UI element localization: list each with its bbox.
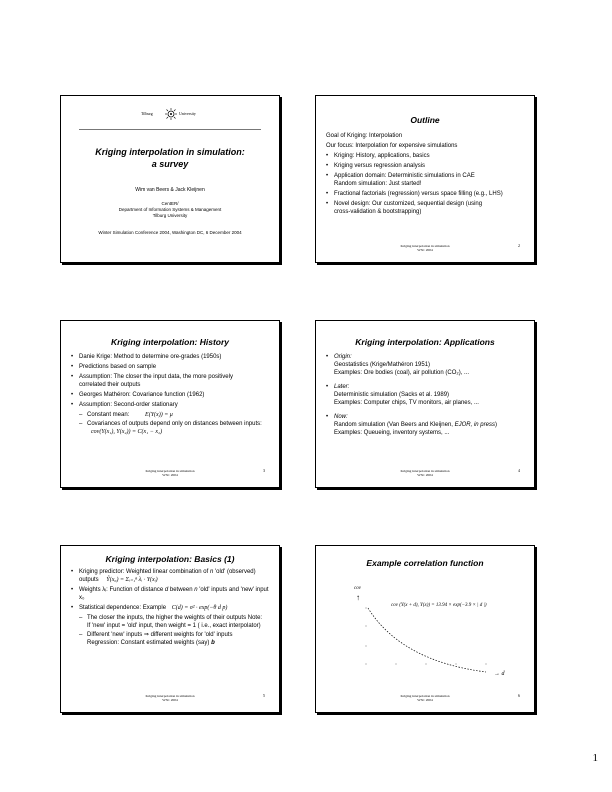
slide-5-title: Kriging interpolation: Basics (1): [105, 554, 235, 564]
history-subitem: [71, 411, 271, 419]
slide-number: 4: [518, 468, 520, 473]
basics-var: n: [209, 569, 214, 575]
slide-6: [315, 545, 535, 713]
constant-mean-formula: E(Y(x)) = μ: [145, 412, 173, 418]
application-line: Deterministic simulation (Sacks et al. 1989): [334, 392, 450, 398]
exponential-decay-line: [368, 608, 486, 672]
slide-4-title: Kriging interpolation: Applications: [355, 337, 495, 347]
basics-subitem: – The closer the inputs, the higher the weights of their outputs Note: If 'new' input = 'old' input, then weight = 1 ( i.e., exact interpolator): [71, 614, 271, 630]
footer-line-1: Kriging interpolation in simulation: [145, 694, 195, 698]
page-number: 1: [592, 752, 598, 764]
application-label: • Origin:: [334, 354, 352, 360]
basics-list: [71, 568, 271, 647]
outline-item: • Fractional factorials (regression) versus space filling (e.g., LHS): [326, 190, 526, 198]
slide-1: [60, 95, 280, 263]
outline-item: • Kriging versus regression analysis: [326, 162, 526, 170]
application-item: [326, 383, 526, 407]
history-subitem: [71, 420, 271, 436]
logo-left-text: Tilburg: [141, 111, 153, 116]
footer-line-2: WSC 2004: [162, 473, 178, 477]
slide-3-title: Kriging interpolation: History: [110, 337, 230, 347]
slide-number: 6: [518, 693, 520, 698]
citation-journal: EJOR, in press: [454, 422, 495, 428]
slide-5: [60, 545, 280, 713]
basics-var: d: [164, 587, 169, 593]
outline-goal: Goal of Kriging: Interpolation: [326, 133, 403, 139]
affiliation-line-3: Tilburg University: [152, 213, 188, 218]
slide-3-body: [71, 353, 271, 437]
footer-line-2: WSC 2004: [417, 698, 433, 702]
kriging-predictor-formula: Ŷ(x₀) = Σᵢ₌₁ⁿ λᵢ · Y(xᵢ): [106, 577, 158, 583]
basics-text: Weights λᵢ: Function of distance: [79, 587, 165, 593]
logo-right-text: University: [179, 111, 196, 116]
x-axis-label: → d: [494, 671, 505, 677]
up-arrow-icon: ↑: [356, 593, 360, 602]
history-item: • Predictions based on sample: [71, 363, 271, 371]
basics-subitem: [71, 631, 271, 647]
slide-5-body: [71, 568, 271, 648]
applications-list: [326, 353, 526, 437]
affiliation-line-1: CentER/: [161, 201, 179, 206]
slide-4: [315, 320, 535, 488]
outline-list: [326, 152, 526, 216]
conference: Winter Simulation Conference 2004, Washington DC, 6 December 2004: [98, 230, 242, 235]
slide-2-footer: [316, 244, 534, 252]
application-label: • Later:: [334, 384, 350, 390]
application-label: • Now:: [334, 414, 348, 420]
covariance-example-formula: C(d) = σ² · exp(−θ d p): [171, 605, 228, 611]
footer-line-2: WSC 2004: [162, 698, 178, 702]
basics-text: 'old' (observed) outputs: [79, 569, 256, 583]
footer-line-1: Kriging interpolation in simulation: [400, 244, 450, 248]
footer-line-1: Kriging interpolation in simulation: [400, 469, 450, 473]
outline-item: • Kriging: History, applications, basics: [326, 152, 526, 160]
history-item: • Assumption: The closer the input data, the more positively correlated their outputs: [71, 373, 271, 389]
basics-item: [71, 586, 271, 602]
citation-close: ): [494, 422, 497, 428]
application-line: [334, 421, 526, 429]
application-line: Examples: Ore bodies (coal), air pollution (CO₂), ...: [334, 370, 470, 376]
slide-1-title: [61, 146, 279, 170]
basics-subitem-var: b: [211, 640, 215, 646]
covariance-formula: cov(Y(x₁), Y(x₂)) = C(x₁ − x₂): [91, 429, 163, 435]
application-line: Examples: Queueing, inventory systems, ...: [334, 430, 450, 436]
slide-1-title-line-1: Kriging interpolation in simulation:: [95, 147, 245, 157]
slide-2: [315, 95, 535, 263]
application-line: Geostatistics (Krige/Mathéron 1951): [334, 362, 431, 368]
outline-item: • Application domain: Deterministic simulations in CAE Random simulation: Just started!: [326, 172, 526, 188]
slide-5-footer: [61, 694, 279, 702]
application-item: [326, 353, 526, 377]
basics-item: [71, 604, 271, 612]
y-axis-label: cov: [354, 586, 361, 591]
outline-item: • Novel design: Our customized, sequential design (using cross-validation & bootstrapping): [326, 200, 526, 216]
slide-number: 2: [518, 243, 520, 248]
tilburg-logo: [141, 108, 201, 120]
history-item: • Georges Mathéron: Covariance function (1962): [71, 391, 271, 399]
slide-4-footer: [316, 469, 534, 477]
slide-6-title: Example correlation function: [366, 558, 484, 568]
basics-item: [71, 568, 271, 584]
history-item: • Danie Krige: Method to determine ore-grades (1950s): [71, 353, 271, 361]
history-item: • Assumption: Second-order stationary: [71, 401, 271, 409]
affiliation: [61, 201, 279, 219]
correlation-curve: [316, 546, 536, 714]
slide-number: 3: [263, 468, 265, 473]
slide-3-footer: [61, 469, 279, 477]
correlation-plot: [316, 546, 536, 714]
slide-3: [60, 320, 280, 488]
application-item: [326, 413, 526, 437]
affiliation-line-2: Department of Information Systems & Management: [118, 207, 222, 212]
basics-subitem-text: Different 'new' inputs ⇒ different weights for 'old' inputs Regression: Constant estimated weights (say): [87, 632, 233, 646]
footer-line-2: WSC 2004: [417, 248, 433, 252]
footer-line-1: Kriging interpolation in simulation: [400, 694, 450, 698]
title-rule: [79, 129, 261, 130]
basics-text: between: [168, 587, 195, 593]
history-list: [71, 353, 271, 436]
history-subitem-text: Constant mean:: [87, 412, 130, 418]
logo-seal-icon: [165, 108, 177, 120]
application-line: Examples: Computer chips, TV monitors, air planes, ...: [334, 400, 479, 406]
citation-text: Random simulation (Van Beers and Kleijnen,: [334, 422, 455, 428]
basics-var: n: [194, 587, 198, 593]
basics-text: Statistical dependence: Example: [79, 605, 167, 611]
basics-text: Kriging predictor: Weighted linear combination of: [79, 569, 210, 575]
slide-2-body: [326, 132, 526, 218]
slide-2-title: Outline: [410, 115, 440, 125]
slide-6-footer: [316, 694, 534, 702]
history-subitem-text: Covariances of outputs depend only on distances between inputs:: [87, 421, 262, 427]
outline-focus: Our focus: Interpolation for expensive simulations: [326, 143, 458, 149]
footer-line-2: WSC 2004: [417, 473, 433, 477]
slide-1-title-line-2: a survey: [151, 159, 189, 169]
correlation-equation: cov (Y(x + d), Y(x)) = 13.94 × exp(−3.9 × | d |): [391, 603, 487, 608]
basics-text: 'old' inputs and 'new' input x₀: [79, 587, 269, 601]
authors: Wim van Beers & Jack Kleijnen: [135, 187, 205, 193]
slide-number: 5: [263, 693, 265, 698]
slide-4-body: [326, 353, 526, 439]
grid-dots: [366, 608, 487, 665]
footer-line-1: Kriging interpolation in simulation: [145, 469, 195, 473]
